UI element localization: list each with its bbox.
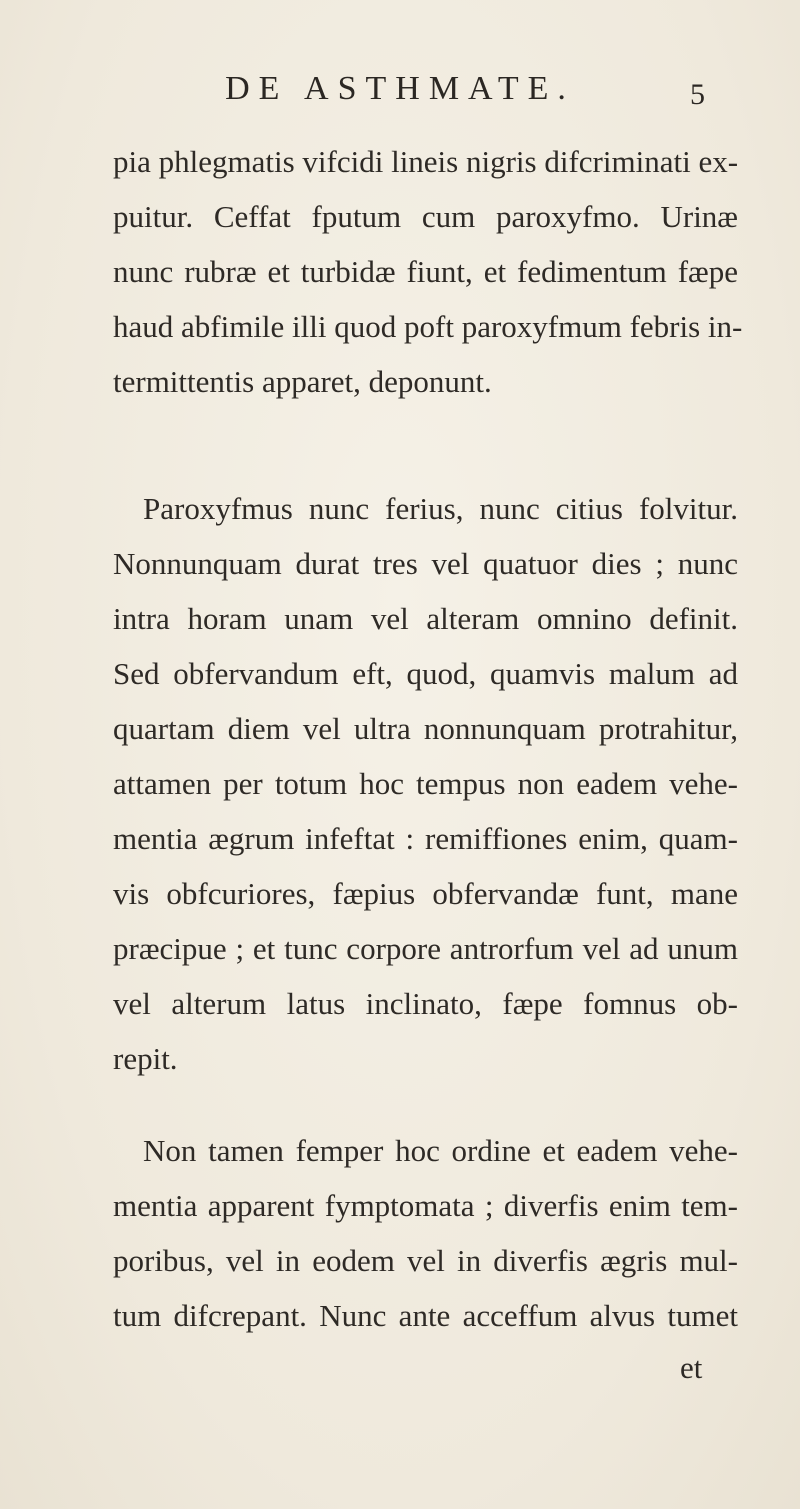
text-line: pia phlegmatis vifcidi lineis nigris difcriminati ex- xyxy=(113,144,739,179)
text-line: vis obfcuriores, fæpius obfervandæ funt, mane xyxy=(113,876,738,911)
text-line: attamen per totum hoc tempus non eadem vehe- xyxy=(113,766,738,801)
text-line: termittentis apparet, deponunt. xyxy=(113,364,492,399)
page-number: 5 xyxy=(690,78,705,111)
text-line: puitur. Ceffat fputum cum paroxyfmo. Urinæ xyxy=(113,199,738,234)
text-line: Paroxyfmus nunc ferius, nunc citius folvitur. xyxy=(143,491,738,526)
text-line: Sed obfervandum eft, quod, quamvis malum ad xyxy=(113,656,738,691)
text-line: intra horam unam vel alteram omnino definit. xyxy=(113,601,738,636)
text-line: mentia ægrum infeftat : remiffiones enim, quam- xyxy=(113,821,738,856)
text-line: poribus, vel in eodem vel in diverfis ægris mul- xyxy=(113,1243,738,1278)
text-line: nunc rubræ et turbidæ fiunt, et fedimentum fæpe xyxy=(113,254,738,289)
catchword: et xyxy=(680,1350,703,1385)
text-line: præcipue ; et tunc corpore antrorfum vel ad unum xyxy=(113,931,738,966)
text-line: quartam diem vel ultra nonnunquam protrahitur, xyxy=(113,711,738,746)
page-header xyxy=(0,70,800,110)
text-line: repit. xyxy=(113,1041,178,1076)
text-line: Nonnunquam durat tres vel quatuor dies ; nunc xyxy=(113,546,738,581)
text-line: haud abfimile illi quod poft paroxyfmum febris in- xyxy=(113,309,743,344)
running-head: DE ASTHMATE. xyxy=(225,70,575,107)
text-line: tum difcrepant. Nunc ante acceffum alvus tumet xyxy=(113,1298,738,1333)
text-line: Non tamen femper hoc ordine et eadem vehe- xyxy=(143,1133,738,1168)
text-line: mentia apparent fymptomata ; diverfis enim tem- xyxy=(113,1188,738,1223)
text-line: vel alterum latus inclinato, fæpe fomnus ob- xyxy=(113,986,738,1021)
